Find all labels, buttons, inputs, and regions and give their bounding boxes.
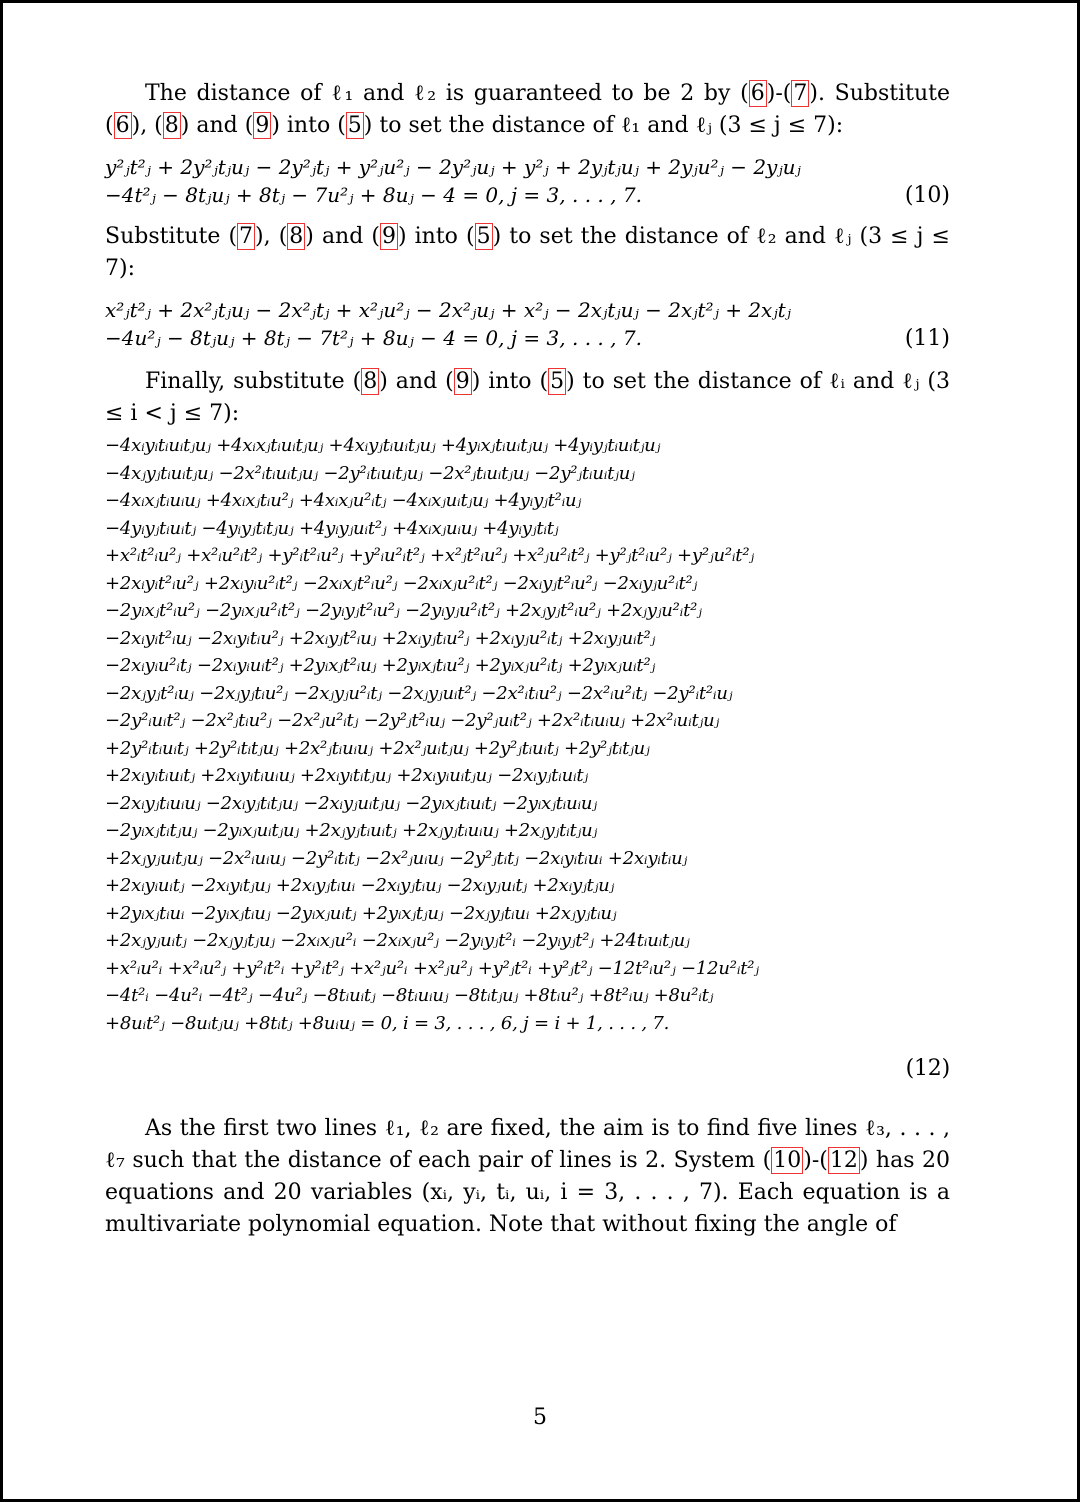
equation-11 bbox=[105, 297, 950, 352]
equation-ref[interactable]: 8 bbox=[363, 369, 378, 394]
equation-line: +2xᵢyᵢtᵢuᵢtⱼ +2xᵢyᵢtᵢuᵢuⱼ +2xᵢyᵢtᵢtⱼuⱼ +2xᵢyᵢuᵢtⱼuⱼ −2xᵢyⱼtᵢuᵢtⱼ bbox=[105, 765, 588, 786]
equation-12 bbox=[105, 432, 950, 1083]
equation-line: x²ⱼt²ⱼ + 2x²ⱼtⱼuⱼ − 2x²ⱼtⱼ + x²ⱼu²ⱼ − 2x²ⱼuⱼ + x²ⱼ − 2xⱼtⱼuⱼ − 2xⱼt²ⱼ + 2xⱼtⱼ bbox=[105, 298, 791, 322]
equation-line: +x²ᵢt²ᵢu²ⱼ +x²ᵢu²ᵢt²ⱼ +y²ᵢt²ᵢu²ⱼ +y²ᵢu²ᵢt²ⱼ +x²ⱼt²ᵢu²ⱼ +x²ⱼu²ᵢt²ⱼ +y²ⱼt²ᵢu²ⱼ +y²ⱼu²ᵢt²ⱼ bbox=[105, 545, 754, 566]
equation-line: +8uᵢt²ⱼ −8uᵢtⱼuⱼ +8tᵢtⱼ +8uᵢuⱼ = 0, i = 3, . . . , 6, j = i + 1, . . . , 7. bbox=[105, 1012, 670, 1034]
equation-ref[interactable]: 10 bbox=[773, 1147, 802, 1173]
equation-ref[interactable]: 8 bbox=[289, 224, 304, 249]
equation-line: −4t²ᵢ −4u²ᵢ −4t²ⱼ −4u²ⱼ −8tᵢuᵢtⱼ −8tᵢuᵢuⱼ −8tᵢtⱼuⱼ +8tᵢu²ⱼ +8t²ᵢuⱼ +8u²ᵢtⱼ bbox=[105, 985, 714, 1006]
equation-text: −4t²ⱼ − 8tⱼuⱼ + 8tⱼ − 7u²ⱼ + 8uⱼ − 4 = 0, j = 3, . . . , 7. bbox=[105, 182, 642, 207]
page-number: 5 bbox=[533, 1405, 547, 1430]
text: to set the distance of ℓ₂ and ℓⱼ (3 ≤ j ≤ 7): bbox=[105, 224, 950, 281]
text: into bbox=[406, 224, 466, 249]
equation-line: −4xⱼyⱼtᵢuᵢtⱼuⱼ −2x²ᵢtᵢuᵢtⱼuⱼ −2y²ᵢtᵢuᵢtⱼuⱼ −2x²ⱼtᵢuᵢtⱼuⱼ −2y²ⱼtᵢuᵢtⱼuⱼ bbox=[105, 462, 635, 484]
text: . Substitute bbox=[817, 81, 950, 106]
paragraph-distance-l1-l2: The distance of ℓ₁ and ℓ₂ is guaranteed to be 2 by (6)-(7). Substitute (6), (8) and (9) into (5) to set the distance of ℓ₁ and ℓⱼ (3 ≤ j ≤ 7): bbox=[105, 81, 950, 138]
text: Finally, substitute bbox=[145, 369, 353, 394]
equation-ref[interactable]: 5 bbox=[476, 224, 491, 249]
equation-number: (12) bbox=[905, 1056, 950, 1081]
text: The distance of ℓ₁ and ℓ₂ is guaranteed to be 2 by bbox=[145, 81, 741, 106]
text: has 20 equations and 20 variables (xᵢ, yᵢ, tᵢ, uᵢ, i = 3, . . . , 7). Each equation is a multivariate polynomial equation. Note that without fixing the angle of bbox=[105, 1147, 950, 1237]
text: into bbox=[480, 369, 540, 394]
text: and bbox=[189, 113, 245, 138]
equation-number: (10) bbox=[904, 182, 950, 208]
equation-line: −4xᵢxⱼtᵢuᵢuⱼ +4xᵢxⱼtᵢu²ⱼ +4xᵢxⱼu²ᵢtⱼ −4xᵢxⱼuᵢtⱼuⱼ +4yᵢyⱼt²ᵢuⱼ bbox=[105, 490, 582, 511]
equation-ref[interactable]: 9 bbox=[381, 224, 396, 249]
text: - bbox=[775, 81, 783, 106]
equation-line: −2xᵢyⱼtᵢuᵢuⱼ −2xᵢyⱼtᵢtⱼuⱼ −2xᵢyⱼuᵢtⱼuⱼ −2yᵢxⱼtᵢuᵢtⱼ −2yᵢxⱼtᵢuᵢuⱼ bbox=[105, 792, 597, 814]
equation-line: −2yᵢxⱼtᵢtⱼuⱼ −2yᵢxⱼuᵢtⱼuⱼ +2xⱼyⱼtᵢuᵢtⱼ +2xⱼyⱼtᵢuᵢuⱼ +2xⱼyⱼtᵢtⱼuⱼ bbox=[105, 820, 598, 841]
equation-line bbox=[105, 325, 950, 353]
equation-ref[interactable]: 9 bbox=[455, 369, 470, 394]
equation-text: −4u²ⱼ − 8tⱼuⱼ + 8tⱼ − 7t²ⱼ + 8uⱼ − 4 = 0, j = 3, . . . , 7. bbox=[105, 325, 642, 350]
equation-ref[interactable]: 12 bbox=[829, 1147, 858, 1173]
equation-line bbox=[105, 1055, 950, 1083]
equation-line: −2xⱼyⱼt²ᵢuⱼ −2xⱼyⱼtᵢu²ⱼ −2xⱼyⱼu²ᵢtⱼ −2xⱼyⱼuᵢt²ⱼ −2x²ᵢtᵢu²ⱼ −2x²ᵢu²ᵢtⱼ −2y²ᵢt²ᵢuⱼ bbox=[105, 682, 733, 704]
text: to set the distance of ℓ₁ and ℓⱼ (3 ≤ j ≤ 7): bbox=[372, 113, 844, 138]
equation-line: −2yᵢxⱼt²ᵢu²ⱼ −2yᵢxⱼu²ᵢt²ⱼ −2yᵢyⱼt²ᵢu²ⱼ −2yᵢyⱼu²ᵢt²ⱼ +2xⱼyⱼt²ᵢu²ⱼ +2xⱼyⱼu²ᵢt²ⱼ bbox=[105, 600, 702, 621]
equation-ref[interactable]: 6 bbox=[750, 81, 765, 106]
equation-line: +2xᵢyᵢt²ᵢu²ⱼ +2xᵢyᵢu²ᵢt²ⱼ −2xᵢxⱼt²ᵢu²ⱼ −2xᵢxⱼu²ᵢt²ⱼ −2xᵢyⱼt²ᵢu²ⱼ −2xᵢyⱼu²ᵢt²ⱼ bbox=[105, 572, 698, 594]
equation-line: y²ⱼt²ⱼ + 2y²ⱼtⱼuⱼ − 2y²ⱼtⱼ + y²ⱼu²ⱼ − 2y²ⱼuⱼ + y²ⱼ + 2yⱼtⱼuⱼ + 2yⱼu²ⱼ − 2yⱼuⱼ bbox=[105, 155, 801, 179]
equation-line: −2xᵢyᵢu²ᵢtⱼ −2xᵢyᵢuᵢt²ⱼ +2yᵢxⱼt²ᵢuⱼ +2yᵢxⱼtᵢu²ⱼ +2yᵢxⱼu²ᵢtⱼ +2yᵢxⱼuᵢt²ⱼ bbox=[105, 655, 656, 676]
paragraph-distance-li-lj: Finally, substitute (8) and (9) into (5) to set the distance of ℓᵢ and ℓⱼ (3 ≤ i < j ≤ 7): bbox=[105, 369, 950, 426]
equation-line: +x²ᵢu²ᵢ +x²ᵢu²ⱼ +y²ᵢt²ᵢ +y²ᵢt²ⱼ +x²ⱼu²ᵢ +x²ⱼu²ⱼ +y²ⱼt²ᵢ +y²ⱼt²ⱼ −12t²ᵢu²ⱼ −12u²ᵢt²ⱼ bbox=[105, 957, 759, 979]
equation-line: +2yᵢxⱼtᵢuᵢ −2yᵢxⱼtᵢuⱼ −2yᵢxⱼuᵢtⱼ +2yᵢxⱼtⱼuⱼ −2xⱼyⱼtᵢuᵢ +2xⱼyⱼtᵢuⱼ bbox=[105, 902, 617, 924]
equation-line: +2y²ᵢtᵢuᵢtⱼ +2y²ᵢtᵢtⱼuⱼ +2x²ⱼtᵢuᵢuⱼ +2x²ⱼuᵢtⱼuⱼ +2y²ⱼtᵢuᵢtⱼ +2y²ⱼtᵢtⱼuⱼ bbox=[105, 737, 650, 759]
equation-line: +2xᵢyᵢuᵢtⱼ −2xᵢyᵢtⱼuⱼ +2xᵢyⱼtᵢuᵢ −2xᵢyⱼtᵢuⱼ −2xᵢyⱼuᵢtⱼ +2xᵢyⱼtⱼuⱼ bbox=[105, 875, 615, 896]
text: into bbox=[279, 113, 338, 138]
equation-line: +2xⱼyⱼuᵢtⱼ −2xⱼyⱼtⱼuⱼ −2xᵢxⱼu²ᵢ −2xᵢxⱼu²ⱼ −2yᵢyⱼt²ᵢ −2yᵢyⱼt²ⱼ +24tᵢuᵢtⱼuⱼ bbox=[105, 930, 690, 951]
text: As the first two lines ℓ₁, ℓ₂ are fixed, the aim is to find five lines ℓ₃, . . . , ℓ₇ such that the distance of each pair of lines is 2. System bbox=[105, 1115, 950, 1173]
equation-ref[interactable]: 9 bbox=[255, 113, 270, 138]
equation-line: −2xᵢyᵢt²ᵢuⱼ −2xᵢyᵢtᵢu²ⱼ +2xᵢyⱼt²ᵢuⱼ +2xᵢyⱼtᵢu²ⱼ +2xᵢyⱼu²ᵢtⱼ +2xᵢyⱼuᵢt²ⱼ bbox=[105, 627, 656, 649]
text: - bbox=[811, 1147, 820, 1173]
paragraph-distance-l2-lj: Substitute (7), (8) and (9) into (5) to set the distance of ℓ₂ and ℓⱼ (3 ≤ j ≤ 7): bbox=[105, 224, 950, 281]
page-content bbox=[105, 78, 950, 1241]
text: to set the distance of ℓᵢ and ℓⱼ (3 ≤ i < j ≤ 7): bbox=[105, 369, 950, 426]
text: and bbox=[387, 369, 446, 394]
text: and bbox=[313, 224, 372, 249]
equation-line: −4xᵢyᵢtᵢuᵢtⱼuⱼ +4xᵢxⱼtᵢuᵢtⱼuⱼ +4xᵢyⱼtᵢuᵢtⱼuⱼ +4yᵢxⱼtᵢuᵢtⱼuⱼ +4yᵢyⱼtᵢuᵢtⱼuⱼ bbox=[105, 435, 661, 456]
equation-ref[interactable]: 6 bbox=[115, 113, 130, 138]
equation-number: (11) bbox=[904, 325, 950, 351]
text: , bbox=[263, 224, 279, 249]
text: , bbox=[140, 113, 148, 138]
equation-ref[interactable]: 7 bbox=[239, 224, 254, 249]
equation-line: +2xⱼyⱼuᵢtⱼuⱼ −2x²ᵢuᵢuⱼ −2y²ᵢtᵢtⱼ −2x²ⱼuᵢuⱼ −2y²ⱼtᵢtⱼ −2xᵢyᵢtᵢuᵢ +2xᵢyᵢtᵢuⱼ bbox=[105, 847, 688, 869]
paragraph-system-description: As the first two lines ℓ₁, ℓ₂ are fixed, the aim is to find five lines ℓ₃, . . . , ℓ₇ such that the distance of each pair of lines is 2. System (10)-(12) has 20 equations and 20 variables (xᵢ, yᵢ, tᵢ, uᵢ, i = 3, . . . , 7). Each equation is a multivariate polynomial equation. Note that without fixing the angle of bbox=[105, 1115, 950, 1237]
equation-ref[interactable]: 5 bbox=[347, 113, 362, 138]
equation-line bbox=[105, 182, 950, 210]
equation-line: −4yᵢyⱼtᵢuᵢtⱼ −4yᵢyⱼtᵢtⱼuⱼ +4yᵢyⱼuᵢt²ⱼ +4xᵢxⱼuᵢuⱼ +4yᵢyⱼtᵢtⱼ bbox=[105, 517, 559, 539]
equation-line: −2y²ᵢuᵢt²ⱼ −2x²ⱼtᵢu²ⱼ −2x²ⱼu²ᵢtⱼ −2y²ⱼt²ᵢuⱼ −2y²ⱼuᵢt²ⱼ +2x²ᵢtᵢuᵢuⱼ +2x²ᵢuᵢtⱼuⱼ bbox=[105, 710, 720, 731]
text: Substitute bbox=[105, 224, 229, 249]
equation-ref[interactable]: 5 bbox=[550, 369, 565, 394]
equation-10 bbox=[105, 154, 950, 209]
equation-ref[interactable]: 7 bbox=[793, 81, 808, 106]
equation-ref[interactable]: 8 bbox=[164, 113, 179, 138]
